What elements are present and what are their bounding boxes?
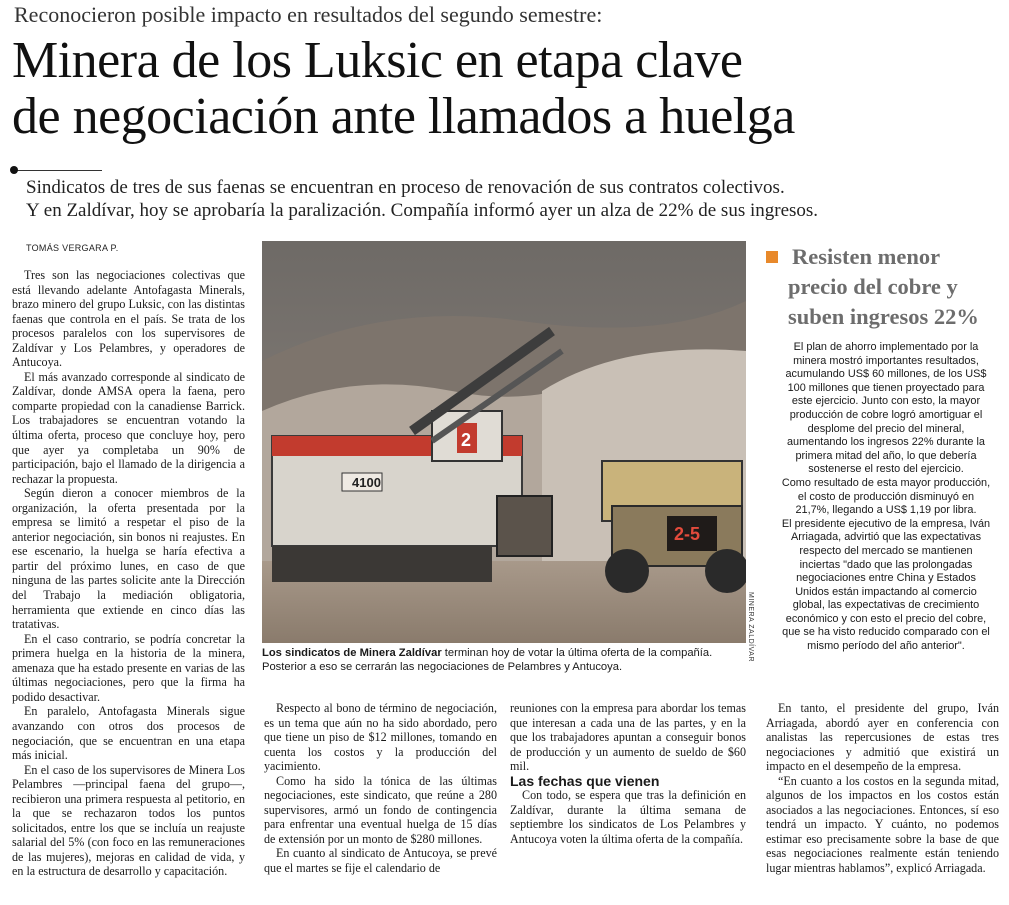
divider <box>12 170 102 171</box>
sidebar-title-line-3: suben ingresos 22% <box>788 304 979 329</box>
paragraph: Como ha sido la tónica de las últimas negociaciones, este sindicato, que reúne a 280 supervisores, armó un fondo de contingencia para enfrentar una eventual huelga de 15 días de extensión por un monto de $280 millones. <box>264 773 497 846</box>
paragraph: El más avanzado corresponde al sindicato de Zaldívar, donde AMSA opera la faena, pero comparte propiedad con la canadiense Barrick. Los trabajadores se encuentran votando la última oferta, proceso que concluye hoy, pero que ayer ya completaba un 90% de participación, bajo el llamado de la dirigencia a rechazar la propuesta. <box>12 369 245 486</box>
paragraph: En cuanto al sindicato de Antucoya, se prevé que el martes se fije el calendario de <box>264 846 497 876</box>
headline <box>12 33 1002 145</box>
caption-text: terminan hoy de votar la última oferta de la compañía. Posterior a eso se cerrarán las negociaciones de Pelambres y Antucoya. <box>262 647 713 673</box>
paragraph: En el caso de los supervisores de Minera Los Pelambres —principal faena del grupo—, recibieron una primera respuesta al petitorio, en la que se rechazaron todos los puntos solicitados, entre los que se incluía un reajuste salarial del 5% (con foco en las remuneraciones de las mujeres), mejoras en calidad de vida, y en la estructura de desarrollo y capacitación. <box>12 762 245 879</box>
lede-line-2: Y en Zaldívar, hoy se aprobaría la paralización. Compañía informó ayer un alza de 22% de sus ingresos. <box>26 200 819 221</box>
paragraph: Con todo, se espera que tras la definición en Zaldívar, durante la última semana de septiembre los sindicatos de Los Pelambres y Antucoya voten la última oferta de la compañía. <box>510 788 746 846</box>
orange-square-icon <box>766 251 778 263</box>
article-column-1 <box>12 268 245 879</box>
paragraph: En tanto, el presidente del grupo, Iván Arriagada, abordó ayer en conferencia con analistas las repercusiones de estas tres negociaciones y admitió que existirá un impacto en el desempeño de la empresa. <box>766 701 999 774</box>
caption-bold: Los sindicatos de Minera Zaldívar <box>262 647 442 659</box>
sidebar-paragraph: El presidente ejecutivo de la empresa, Iván Arriagada, advirtió que las expectativas respecto del mercado se mantienen inciertas "dado que las prolongadas negociaciones entre China y Estados Unidos están impactando al comercio global, las expectativas de crecimiento económico y con esto el precio del cobre, que se ha visto reducido comparado con el mismo período del año anterior". <box>781 517 991 653</box>
lede-line-1: Sindicatos de tres de sus faenas se encuentran en proceso de renovación de sus contratos colectivos. <box>26 177 785 198</box>
divider-dot <box>10 166 18 174</box>
paragraph: En el caso contrario, se podría concretar la primera huelga en la historia de la minera, amenaza que ha estado presente en varias de las últimas negociaciones, pero que la firma ha podido desactivar. <box>12 631 245 704</box>
sidebar-paragraph: El plan de ahorro implementado por la minera mostró importantes resultados, acumulando US$ 60 millones, de los US$ 100 millones que tienen proyectado para este ejercicio. Junto con esto, la mayor producción de cobre logró amortiguar el desplome del precio del mineral, aumentando los ingresos 22% durante la primera mitad del año, lo que debería sostenerse el resto del ejercicio. <box>785 341 987 476</box>
paragraph: reuniones con la empresa para abordar los temas que interesan a cada una de las partes, y en la que los trabajadores apuntan a conseguir bonos de producción y un aumento de sueldo de $60 mil. <box>510 701 746 774</box>
kicker: Reconocieron posible impacto en resultados del segundo semestre: <box>14 2 603 27</box>
mine-photo <box>262 241 746 643</box>
shovel-number: 4100 <box>352 475 381 490</box>
truck-number: 2-5 <box>674 524 701 544</box>
sidebar-title-line-2: precio del cobre y <box>788 274 958 299</box>
shovel-badge: 2 <box>461 430 472 450</box>
lede <box>26 176 1001 222</box>
photo-credit: MINERA ZALDÍVAR <box>747 592 754 662</box>
paragraph: “En cuanto a los costos en la segunda mitad, algunos de los impactos en los costos están asociados a las negociaciones. Entonces, sí eso tendrá un impacto. Y cuánto, no podemos estimar eso precisamente sobre la base de que esas negociaciones realmente están teniendo lugar mientras hablamos”, explicó Arriagada. <box>766 773 999 876</box>
photo-caption <box>262 646 748 674</box>
article-column-2 <box>264 701 497 876</box>
headline-line-2: de negociación ante llamados a huelga <box>12 88 795 145</box>
paragraph: Respecto al bono de término de negociación, es un tema que aún no ha sido abordado, pero que tiene un piso de $12 millones, tomando en cuenta los costos y la producción del yacimiento. <box>264 701 497 774</box>
sidebar-title <box>766 242 1006 332</box>
sidebar-title-line-1: Resisten menor <box>792 244 941 269</box>
paragraph: En paralelo, Antofagasta Minerals sigue avanzando con otros dos procesos de negociación, que se encuentran en una etapa más inicial. <box>12 704 245 763</box>
sidebar-body <box>781 341 991 654</box>
article-column-3 <box>510 701 746 846</box>
paragraph: Tres son las negociaciones colectivas que está llevando adelante Antofagasta Minerals, brazo minero del grupo Luksic, con las distintas faenas que controla en el país. Se trata de los procesos paralelos con los supervisores de Zaldívar y Los Pelambres, y operadores de Antucoya. <box>12 268 245 370</box>
paragraph: Según dieron a conocer miembros de la organización, la oferta presentada por la empresa se limitó a respetar el piso de la anterior negociación, sin bonos ni reajustes. En ese escenario, la huelga se haría efectiva a partir del próximo lunes, en caso de que ninguna de las partes solicite ante la Dirección del Trabajo la mediación obligatoria, herramienta que extiende en cinco días las tratativas. <box>12 486 245 632</box>
section-subhead: Las fechas que vienen <box>510 772 660 789</box>
headline-line-1: Minera de los Luksic en etapa clave <box>12 32 743 89</box>
article-column-4 <box>766 701 999 876</box>
sidebar-paragraph: Como resultado de esta mayor producción, el costo de producción disminuyó en 21,7%, llegando a US$ 1,19 por libra. <box>781 476 991 517</box>
byline: TOMÁS VERGARA P. <box>26 243 119 253</box>
